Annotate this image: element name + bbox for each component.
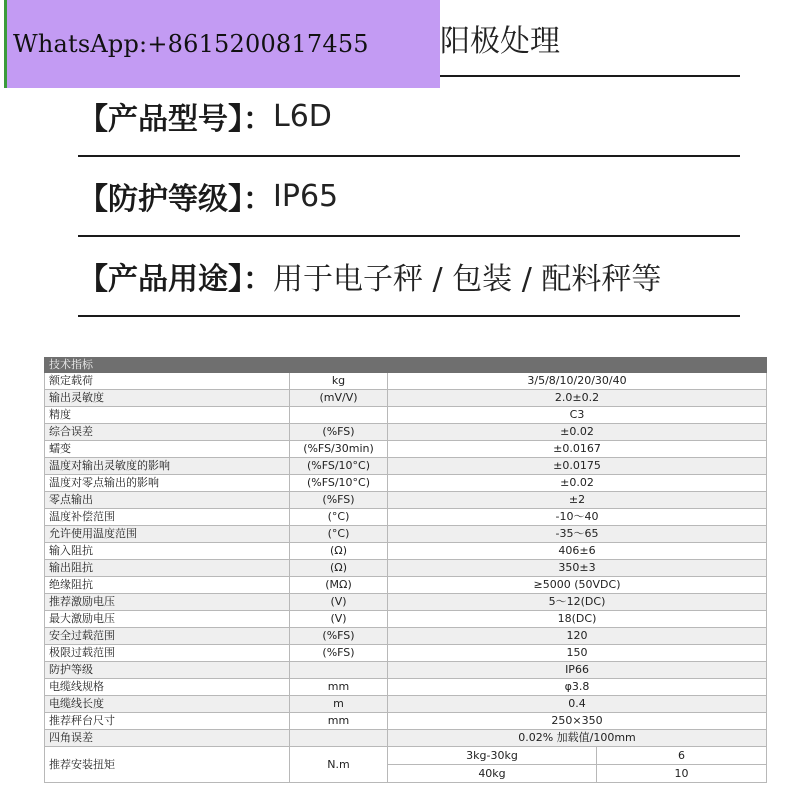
spec-value-cell: -35～65 [388, 526, 767, 543]
spec-value-cell: C3 [388, 407, 767, 424]
spec-value-cell: ±0.0175 [388, 458, 767, 475]
spec-name-cell: 防护等级 [45, 662, 290, 679]
spec-value-cell: 18(DC) [388, 611, 767, 628]
spec-name-cell: 安全过载范围 [45, 628, 290, 645]
spec-name-cell: 温度对零点输出的影响 [45, 475, 290, 492]
spec-unit-cell: (%FS) [290, 492, 388, 509]
spec-unit-cell: (Ω) [290, 560, 388, 577]
spec-row [45, 611, 767, 628]
spec-row [45, 662, 767, 679]
spec-unit-cell: (%FS) [290, 424, 388, 441]
protection-value: IP65 [273, 178, 339, 214]
spec-name-cell: 额定载荷 [45, 373, 290, 390]
spec-name-cell: 温度补偿范围 [45, 509, 290, 526]
spec-value-cell: 3/5/8/10/20/30/40 [388, 373, 767, 390]
spec-table [44, 357, 767, 783]
spec-name-cell: 零点输出 [45, 492, 290, 509]
spec-unit-cell: mm [290, 679, 388, 696]
spec-value-cell: ±0.0167 [388, 441, 767, 458]
spec-unit-cell: N.m [290, 747, 388, 783]
model-label: 【产品型号】： [78, 102, 273, 137]
spec-value-cell: 0.02% 加载值/100mm [388, 730, 767, 747]
info-row-usage [78, 237, 740, 317]
spec-name-cell: 推荐安装扭矩 [45, 747, 290, 783]
spec-row [45, 594, 767, 611]
spec-unit-cell: (%FS) [290, 628, 388, 645]
spec-value-cell: IP66 [388, 662, 767, 679]
spec-row [45, 713, 767, 730]
usage-value: 用于电子秤 / 包装 / 配料秤等 [273, 262, 662, 297]
spec-unit-cell: (%FS) [290, 645, 388, 662]
spec-value-cell: 250×350 [388, 713, 767, 730]
spec-value-cell: ±2 [388, 492, 767, 509]
spec-table-header [45, 358, 767, 373]
spec-unit-cell: (%FS/10°C) [290, 458, 388, 475]
torque-range-cell: 40kg [388, 765, 597, 783]
spec-row [45, 679, 767, 696]
spec-unit-cell: (V) [290, 611, 388, 628]
spec-value-cell: 5～12(DC) [388, 594, 767, 611]
spec-name-cell: 输出灵敏度 [45, 390, 290, 407]
model-value: L6D [273, 98, 332, 134]
spec-name-cell: 推荐激励电压 [45, 594, 290, 611]
info-row-protection [78, 157, 740, 237]
spec-unit-cell: (%FS/10°C) [290, 475, 388, 492]
spec-row [45, 509, 767, 526]
spec-value-cell: 120 [388, 628, 767, 645]
spec-table-title: 技术指标 [45, 358, 767, 373]
spec-row [45, 645, 767, 662]
spec-value-cell: ≥5000 (50VDC) [388, 577, 767, 594]
spec-value-cell: 350±3 [388, 560, 767, 577]
spec-value-cell: ±0.02 [388, 424, 767, 441]
spec-name-cell: 输入阻抗 [45, 543, 290, 560]
spec-name-cell: 绝缘阻抗 [45, 577, 290, 594]
spec-value-cell: 406±6 [388, 543, 767, 560]
torque-value-cell: 6 [597, 747, 767, 765]
usage-label: 【产品用途】： [78, 262, 273, 297]
spec-unit-cell: (MΩ) [290, 577, 388, 594]
spec-value-cell: -10～40 [388, 509, 767, 526]
spec-unit-cell [290, 730, 388, 747]
spec-row [45, 475, 767, 492]
info-row-model [78, 77, 740, 157]
spec-row [45, 407, 767, 424]
spec-row-torque [45, 747, 767, 765]
whatsapp-banner [4, 0, 440, 88]
spec-row [45, 577, 767, 594]
spec-name-cell: 推荐秤台尺寸 [45, 713, 290, 730]
spec-row [45, 696, 767, 713]
spec-row [45, 441, 767, 458]
spec-row [45, 373, 767, 390]
spec-name-cell: 电缆线规格 [45, 679, 290, 696]
spec-unit-cell [290, 407, 388, 424]
surface-value: 阳极处理 [440, 23, 560, 59]
spec-name-cell: 四角误差 [45, 730, 290, 747]
spec-value-cell: φ3.8 [388, 679, 767, 696]
spec-name-cell: 最大激励电压 [45, 611, 290, 628]
spec-name-cell: 蠕变 [45, 441, 290, 458]
spec-name-cell: 综合误差 [45, 424, 290, 441]
spec-row [45, 458, 767, 475]
spec-name-cell: 极限过载范围 [45, 645, 290, 662]
spec-unit-cell: (%FS/30min) [290, 441, 388, 458]
spec-value-cell: ±0.02 [388, 475, 767, 492]
spec-unit-cell: (°C) [290, 509, 388, 526]
spec-row [45, 526, 767, 543]
spec-name-cell: 精度 [45, 407, 290, 424]
spec-unit-cell: (mV/V) [290, 390, 388, 407]
spec-value-cell: 150 [388, 645, 767, 662]
spec-unit-cell: m [290, 696, 388, 713]
spec-row [45, 492, 767, 509]
protection-label: 【防护等级】： [78, 182, 273, 217]
spec-value-cell: 0.4 [388, 696, 767, 713]
spec-unit-cell: (V) [290, 594, 388, 611]
spec-row [45, 628, 767, 645]
spec-row [45, 543, 767, 560]
spec-unit-cell [290, 662, 388, 679]
spec-name-cell: 输出阻抗 [45, 560, 290, 577]
spec-unit-cell: (°C) [290, 526, 388, 543]
spec-row [45, 560, 767, 577]
spec-row [45, 730, 767, 747]
spec-unit-cell: (Ω) [290, 543, 388, 560]
spec-table-body [45, 358, 767, 783]
torque-value-cell: 10 [597, 765, 767, 783]
spec-name-cell: 温度对输出灵敏度的影响 [45, 458, 290, 475]
spec-unit-cell: mm [290, 713, 388, 730]
torque-range-cell: 3kg-30kg [388, 747, 597, 765]
spec-name-cell: 允许使用温度范围 [45, 526, 290, 543]
spec-row [45, 390, 767, 407]
spec-row [45, 424, 767, 441]
banner-text: WhatsApp:+8615200817455 [13, 30, 369, 58]
spec-value-cell: 2.0±0.2 [388, 390, 767, 407]
spec-unit-cell: kg [290, 373, 388, 390]
spec-name-cell: 电缆线长度 [45, 696, 290, 713]
